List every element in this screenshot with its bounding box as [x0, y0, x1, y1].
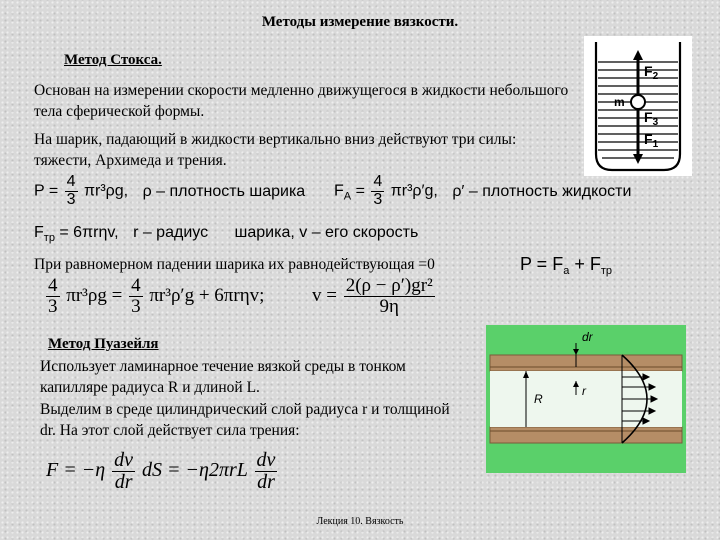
- label-dr: dr: [582, 330, 593, 344]
- formula-friction: $F_{тр} = 6\pi r\eta v$, r – радиус шарика, v – его скорость: [34, 224, 419, 244]
- label-f3: $F_3$: [644, 109, 659, 128]
- poiseuille-para2: Выделим в среде цилиндрический слой радиуса r и толщиной dr. На этот слой действует сила трения:: [40, 401, 450, 439]
- page-title: Методы измерение вязкости.: [261, 14, 459, 30]
- capillary-figure: [486, 325, 686, 473]
- poiseuille-para1: Использует ламинарное течение вязкой среды в тонком капилляре радиуса R и длиной L.: [40, 358, 406, 396]
- label-R: R: [534, 392, 543, 406]
- stokes-heading: Метод Стокса.: [64, 52, 162, 68]
- label-r: r: [582, 384, 586, 398]
- stokes-para2: На шарик, падающий в жидкости вертикально вниз действуют три силы: тяжести, Архимеда и трения.: [34, 131, 517, 169]
- formula-velocity: v = $\frac{\text{2(ρ − ρ′)gr²}}{9\eta}$: [312, 275, 433, 317]
- balance-text: При равномерном падении шарика их равнодействующая =0: [34, 256, 435, 273]
- poiseuille-heading: Метод Пуазейля: [48, 336, 159, 352]
- formula-equilibrium: $\frac{4}{3}$ πr³ρg = $\frac{4}{3}$ πr³ρ′g + 6πrηv;: [48, 275, 265, 317]
- formula-archimedes: $F_A$ = $\frac{4}{3}$ πr³ρ′g, ρ′ – плотность жидкости: [334, 173, 632, 208]
- balance-formula: $P = F_a + F_{тр}$: [520, 254, 613, 277]
- stokes-para1: Основан на измерении скорости медленно движущегося в жидкости небольшого тела сферической формы.: [34, 82, 569, 120]
- beaker-figure: [584, 36, 692, 176]
- formula-gravity: P = $\frac{4}{3}$ πr³ρg, ρ – плотность шарика: [34, 173, 306, 208]
- label-m: m: [614, 95, 625, 109]
- label-f1: $F_1$: [644, 131, 659, 150]
- label-f2: $F_2$: [644, 63, 659, 82]
- footer: Лекция 10. Вязкость: [316, 516, 404, 527]
- formula-friction-force: F = −η $\frac{dv}{dr}$ dS = −η2πrL $\frac{dv}{dr}$: [46, 449, 276, 493]
- ball: [631, 95, 645, 109]
